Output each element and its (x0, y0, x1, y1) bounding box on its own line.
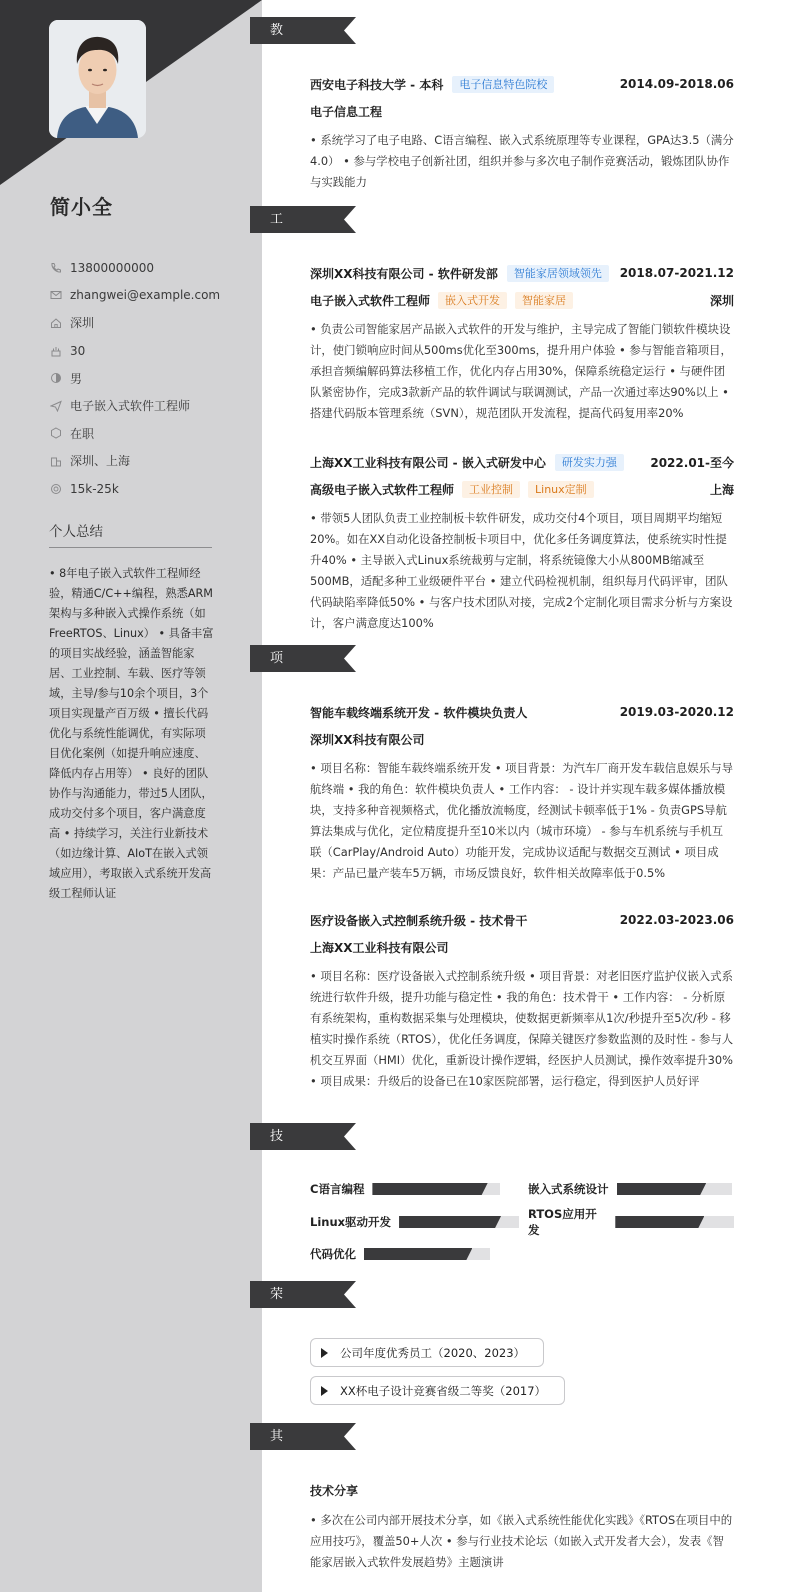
skill-bar (372, 1183, 500, 1195)
education-header (310, 74, 734, 94)
company-tag: 研发实力强 (555, 454, 624, 471)
award-text: XX杯电子设计竞赛省级二等奖（2017） (340, 1383, 547, 1398)
section-title: 教育经历 (270, 23, 285, 119)
skill-bar (399, 1216, 519, 1228)
role-tag: Linux定制 (528, 481, 594, 498)
work-header (310, 263, 734, 283)
age-text: 30 (70, 343, 86, 358)
other-entry (310, 1480, 734, 1573)
other-title: 技术分享 (310, 1483, 359, 1498)
education-date: 2014.09-2018.06 (619, 77, 734, 91)
work-date: 2018.07-2021.12 (619, 266, 734, 280)
skill-item (528, 1181, 732, 1197)
work-desc: • 负责公司智能家居产品嵌入式软件的开发与维护，主导完成了智能门锁软件模块设计，使门锁响应时间从500ms优化至300ms，提升用户体验 • 参与智能音箱项目，承担音频编解码算法移植工作，优化内存占用30%，保障系统稳定运行 • 与硬件团队紧密协作，完成3款新产品的软件调试与联调测试，产品一次通过率达90%以上 • 搭建代码版本管理系统（SVN），规范团队开发流程，提高代码复用率20% (310, 322, 732, 420)
company-name: 深圳XX科技有限公司 - 软件研发部 (310, 266, 498, 281)
skill-name: 嵌入式系统设计 (528, 1182, 609, 1196)
skill-name: C语言编程 (310, 1182, 365, 1196)
contact-info-list (49, 254, 220, 502)
project-company: 上海XX工业科技有限公司 (310, 940, 449, 955)
skill-bar-fill (364, 1248, 472, 1260)
section-title: 其他信息 (270, 1429, 285, 1525)
skill-item (310, 1214, 519, 1230)
major-name: 电子信息工程 (310, 104, 383, 119)
skill-item (310, 1246, 490, 1262)
gender-text: 男 (70, 371, 83, 386)
section-ribbon (250, 645, 356, 672)
section-title: 荣誉奖项 (270, 1287, 285, 1383)
work-role-row (310, 290, 734, 310)
school-name: 西安电子科技大学 - 本科 (310, 77, 444, 92)
project-entry (310, 702, 734, 884)
skill-bar-fill (615, 1216, 704, 1228)
play-icon (321, 1386, 328, 1396)
work-date: 2022.01-至今 (650, 455, 734, 470)
section-ribbon (250, 1123, 356, 1150)
project-entry (310, 910, 734, 1092)
other-header (310, 1480, 734, 1500)
age-icon (49, 344, 62, 357)
home-icon (49, 316, 62, 329)
info-city (49, 447, 220, 475)
phone-text: 13800000000 (70, 260, 154, 275)
salary-text: 15k-25k (70, 481, 119, 496)
award-text: 公司年度优秀员工（2020、2023） (340, 1345, 526, 1360)
skill-name: 代码优化 (310, 1247, 356, 1261)
city-icon (49, 454, 62, 467)
skill-bar-fill (399, 1216, 501, 1228)
role-tag: 嵌入式开发 (438, 292, 507, 309)
role-tag: 工业控制 (462, 481, 520, 498)
section-ribbon (250, 206, 356, 233)
section-title: 技能专长 (270, 1129, 285, 1225)
skill-name: RTOS应用开发 (528, 1207, 597, 1237)
candidate-name: 简小全 (50, 195, 113, 219)
skill-item (528, 1207, 734, 1237)
summary-title: 个人总结 (49, 524, 103, 540)
project-date: 2019.03-2020.12 (619, 705, 734, 719)
summary-text: • 8年电子嵌入式软件工程师经验，精通C/C++编程，熟悉ARM架构与多种嵌入式操作系统（如FreeRTOS、Linux） • 具备丰富的项目实战经验，涵盖智能家居、工业控制、车载、医疗等领域，主导/参与10余个项目，3个项目实现量产百万级 • 擅长代码优化与系统性能调优，有实际项目优化案例（如提升响应速度、降低内存占用等） • 良好的团队协作与沟通能力，带过5人团队，成功交付多个项目，客户满意度高 • 持续学习，关注行业新技术（如边缘计算、AIoT在嵌入式领域应用），考取嵌入式系统开发高级工程师认证 (49, 567, 214, 900)
work-desc: • 带领5人团队负责工业控制板卡软件研发，成功交付4个项目，项目周期平均缩短20%。如在XX自动化设备控制板卡项目中，优化多任务调度算法，使系统实时性提升40% • 主导嵌入式Linux系统裁剪与定制，将系统镜像大小从800MB缩减至500MB，适配多种工业级硬件平台 • 建立代码检视机制，组织每月代码评审，团队代码缺陷率降低50% • 与客户技术团队对接，完成2个定制化项目需求分析与方案设计，客户满意度达100% (310, 511, 733, 630)
send-icon (49, 399, 62, 412)
award-item (310, 1338, 544, 1367)
info-gender (49, 364, 220, 392)
section-title: 工作经历 (270, 212, 285, 308)
work-city: 上海 (709, 482, 734, 497)
education-desc: • 系统学习了电子电路、C语言编程、嵌入式系统原理等专业课程，GPA达3.5（满分4.0） • 参与学校电子创新社团，组织并参与多次电子制作竞赛活动，锻炼团队协作与实践能力 (310, 133, 734, 189)
education-entry (310, 74, 734, 193)
section-ribbon (250, 17, 356, 44)
project-header (310, 910, 734, 930)
location-text: 深圳 (70, 316, 95, 331)
company-name: 上海XX工业科技有限公司 - 嵌入式研发中心 (310, 455, 546, 470)
info-position (49, 392, 220, 420)
position-text: 电子嵌入式软件工程师 (70, 399, 191, 414)
avatar (49, 20, 146, 138)
role-tag: 智能家居 (515, 292, 573, 309)
summary-divider (49, 547, 212, 548)
project-header (310, 702, 734, 722)
info-status (49, 420, 220, 448)
status-text: 在职 (70, 426, 95, 441)
award-item (310, 1376, 565, 1405)
work-entry (310, 263, 734, 424)
status-icon (49, 427, 62, 440)
section-title: 项目经历 (270, 651, 285, 747)
project-company-row (310, 937, 734, 957)
phone-icon (49, 261, 62, 274)
mail-icon (49, 289, 62, 302)
skill-bar-fill (372, 1183, 487, 1195)
company-tag: 智能家居领域领先 (507, 265, 609, 282)
skill-bar (617, 1183, 732, 1195)
skill-bar (364, 1248, 490, 1260)
info-location (49, 309, 220, 337)
skill-item (310, 1181, 500, 1197)
work-city: 深圳 (709, 293, 734, 308)
info-salary (49, 475, 220, 503)
salary-icon (49, 482, 62, 495)
person-photo (49, 20, 146, 138)
email-text: zhangwei@example.com (70, 288, 221, 303)
info-phone (49, 254, 220, 282)
skill-bar-fill (617, 1183, 707, 1195)
school-tag: 电子信息特色院校 (452, 76, 554, 93)
main-content (262, 0, 794, 1592)
work-role-row (310, 479, 734, 499)
major (310, 101, 734, 121)
skill-bar (615, 1216, 734, 1228)
skills-list (310, 1181, 734, 1271)
project-desc: • 项目名称：智能车载终端系统开发 • 项目背景：为汽车厂商开发车载信息娱乐与导航终端 • 我的角色：软件模块负责人 • 工作内容： - 设计并实现车载多媒体播放模块，支持多种音视频格式，优化播放流畅度，经测试卡顿率低于1% - 负责GPS导航算法集成与优化，定位精度提升至10米以内（城市环境） - 参与车机系统与手机互联（CarPlay/Android Auto）功能开发，完成协议适配与数据交互测试 • 项目成果：产品已量产装车5万辆，市场反馈良好，软件相关故障率低于0.5% (310, 761, 733, 880)
project-title: 医疗设备嵌入式控制系统升级 - 技术骨干 (310, 913, 528, 928)
role-title: 高级电子嵌入式软件工程师 (310, 482, 455, 497)
play-icon (321, 1348, 328, 1358)
project-date: 2022.03-2023.06 (619, 913, 734, 927)
city-text: 深圳、上海 (70, 454, 131, 469)
project-desc: • 项目名称：医疗设备嵌入式控制系统升级 • 项目背景：对老旧医疗监护仪嵌入式系统进行软件升级，提升功能与稳定性 • 我的角色：技术骨干 • 工作内容： - 分析原有系统架构，重构数据采集与处理模块，使数据更新频率从1次/秒提升至5次/秒 - 移植实时操作系统（RTOS），优化任务调度，保障关键医疗参数监测的及时性 - 参与人机交互界面（HMI）优化，重新设计操作逻辑，经医护人员测试，操作效率提升30% • 项目成果：升级后的设备已在10家医院部署，运行稳定，得到医护人员好评 (310, 969, 734, 1088)
info-email (49, 282, 220, 310)
project-company: 深圳XX科技有限公司 (310, 732, 425, 747)
work-header (310, 452, 734, 472)
project-title: 智能车载终端系统开发 - 软件模块负责人 (310, 705, 528, 720)
gender-icon (49, 372, 62, 385)
section-ribbon (250, 1423, 356, 1450)
role-title: 电子嵌入式软件工程师 (310, 293, 431, 308)
section-ribbon (250, 1281, 356, 1308)
info-age (49, 337, 220, 365)
skill-name: Linux驱动开发 (310, 1215, 392, 1229)
project-company-row (310, 729, 734, 749)
work-entry (310, 452, 734, 634)
other-desc: • 多次在公司内部开展技术分享，如《嵌入式系统性能优化实践》《RTOS在项目中的应用技巧》，覆盖50+人次 • 参与行业技术论坛（如嵌入式开发者大会），发表《智能家居嵌入式软件发展趋势》主题演讲 (310, 1513, 733, 1569)
sidebar (0, 0, 262, 1592)
